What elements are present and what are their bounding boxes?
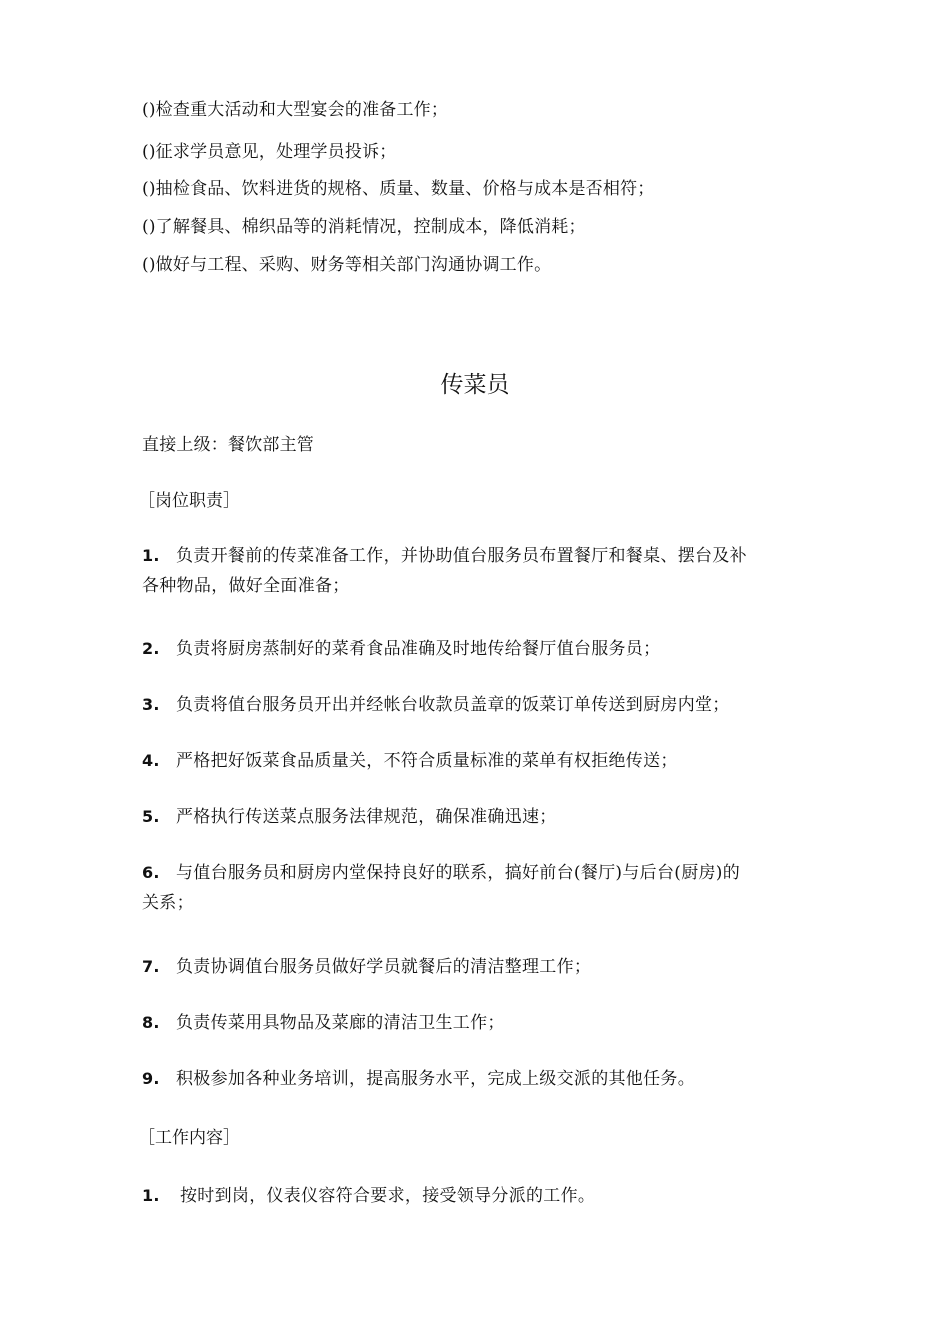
duty-number: 1. xyxy=(142,546,160,565)
top-list-item: ()征求学员意见，处理学员投诉； xyxy=(142,142,397,162)
duty-text: 积极参加各种业务培训，提高服务水平，完成上级交派的其他任务。 xyxy=(176,1069,695,1089)
duty-item xyxy=(142,634,822,664)
duty-number: 3. xyxy=(142,695,160,714)
duty-item xyxy=(142,1008,822,1038)
duty-item xyxy=(142,746,822,776)
duties-heading: ［岗位职责］ xyxy=(138,491,240,511)
top-list-item: ()抽检食品、饮料进货的规格、质量、数量、价格与成本是否相符； xyxy=(142,179,655,199)
duty-item xyxy=(142,952,822,982)
duty-text: 负责将厨房蒸制好的菜肴食品准确及时地传给餐厅值台服务员； xyxy=(176,639,661,659)
duty-text: 负责协调值台服务员做好学员就餐后的清洁整理工作； xyxy=(176,957,592,977)
duty-text: 负责将值台服务员开出并经帐台收款员盖章的饭菜订单传送到厨房内堂； xyxy=(176,695,730,715)
supervisor-line: 直接上级：餐饮部主管 xyxy=(142,435,314,455)
work-heading: ［工作内容］ xyxy=(138,1128,240,1148)
duty-text: 与值台服务员和厨房内堂保持良好的联系，搞好前台(餐厅)与后台(厨房)的 xyxy=(176,863,741,883)
section-title: 传菜员 xyxy=(440,372,510,398)
work-number: 1. xyxy=(142,1186,160,1205)
duty-item xyxy=(142,1064,822,1094)
work-text: 按时到岗，仪表仪容符合要求，接受领导分派的工作。 xyxy=(180,1186,596,1206)
top-list-item: ()检查重大活动和大型宴会的准备工作； xyxy=(142,100,449,120)
duty-item xyxy=(142,541,822,601)
duty-number: 8. xyxy=(142,1013,160,1032)
duty-item xyxy=(142,858,822,918)
top-list-item: ()做好与工程、采购、财务等相关部门沟通协调工作。 xyxy=(142,255,552,275)
duty-number: 7. xyxy=(142,957,160,976)
duty-text-continued: 各种物品，做好全面准备； xyxy=(142,576,350,596)
duty-item xyxy=(142,802,822,832)
duty-number: 2. xyxy=(142,639,160,658)
duty-number: 4. xyxy=(142,751,160,770)
top-list-item: ()了解餐具、棉织品等的消耗情况，控制成本，降低消耗； xyxy=(142,217,586,237)
duty-text: 严格执行传送菜点服务法律规范，确保准确迅速； xyxy=(176,807,557,827)
duty-number: 6. xyxy=(142,863,160,882)
duty-number: 5. xyxy=(142,807,160,826)
duty-text: 负责开餐前的传菜准备工作，并协助值台服务员布置餐厅和餐桌、摆台及补 xyxy=(176,546,747,566)
duty-text-continued: 关系； xyxy=(142,893,194,913)
work-item xyxy=(142,1181,822,1211)
duty-text: 负责传菜用具物品及菜廊的清洁卫生工作； xyxy=(176,1013,505,1033)
duty-number: 9. xyxy=(142,1069,160,1088)
duty-item xyxy=(142,690,822,720)
duty-text: 严格把好饭菜食品质量关，不符合质量标准的菜单有权拒绝传送； xyxy=(176,751,678,771)
